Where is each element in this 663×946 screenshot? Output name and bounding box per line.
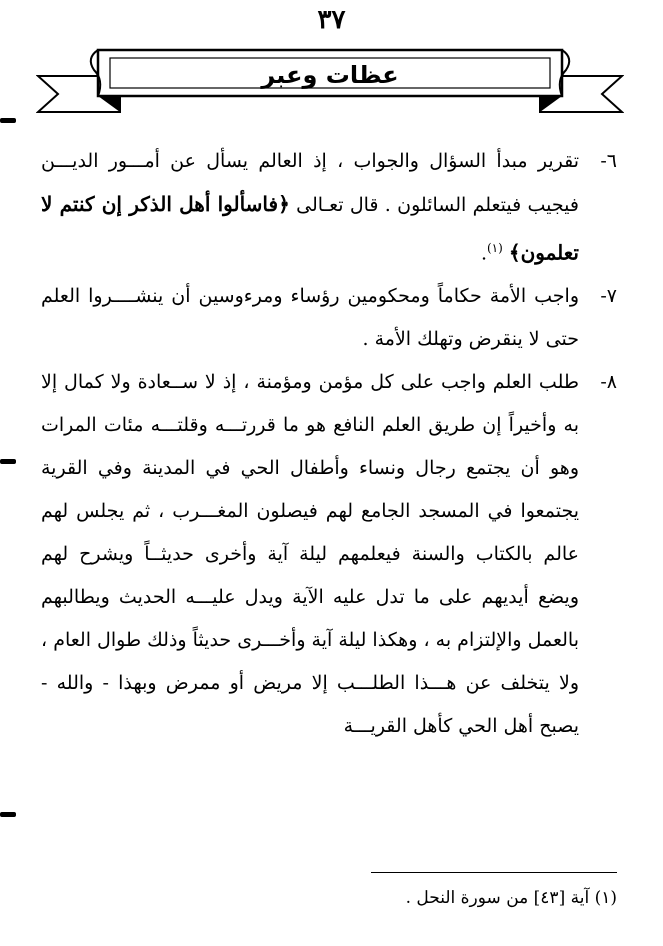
page-number: ٣٧	[317, 5, 346, 35]
item-text: واجب الأمة حكاماً ومحكومين رؤساء ومرءوسين أن ينشــــروا العلم حتى لا ينقرض وتهلك الأمة .	[41, 285, 579, 351]
footnote-ref: (١)	[486, 241, 503, 255]
margin-mark	[0, 812, 16, 817]
item-number: ٦-	[600, 150, 617, 172]
list-item	[41, 275, 617, 361]
margin-mark	[0, 459, 16, 464]
footnote-divider	[371, 872, 617, 873]
item-number: ٨-	[600, 371, 617, 394]
item-text: طلب العلم واجب على كل مؤمن ومؤمنة ، إذ لا ســعادة ولا كمال إلا به وأخيراً إن طريق العلم النافع هو ما قررتـــه وقلتـــه مئات المرات وهو أن يجتمع رجال ونساء وأطفال الحي في المدينة وفي القرية يجتمعوا في المسجد الجامع لهم فيصلون المغـــرب ، ثم يجلس لهم عالم بالكتاب والسنة فيعلمهم ليلة آية وأخرى حديثــاً ويشرح لهم ويضع أيديهم على ما تدل عليه الآية ويدل عليـــه الحديث ويطالبهم بالعمل والإلتزام به ، وهكذا ليلة آية وأخـــرى حديثاً وذلك طوال العام ، ولا يتخلف عن هـــذا الطلـــب إلا مريض أو ممرض وبهذا - والله - يصبح أهل الحي كأهل القريـــة	[41, 371, 579, 738]
list-item	[41, 140, 617, 275]
quran-verse: ﴿فاسألوا أهل الذكر إن كنتم لا تعلمون﴾	[41, 192, 579, 265]
footnote: (١) آية [٤٣] من سورة النحل .	[405, 888, 617, 908]
chapter-title: عظات وعبر	[261, 61, 399, 89]
item-number: ٧-	[600, 285, 617, 308]
item-text: تقرير مبدأ السؤال والجواب ، إذ العالم يسأل عن أمـــور الديـــن فيجيب فيتعلم السائلون . قال تعـالى ﴿فاسألوا أهل الذكر إن كنتم لا تعلمون﴾ $^{(١)}$.	[41, 150, 580, 265]
main-text	[41, 140, 617, 748]
chapter-banner	[36, 40, 624, 122]
list-item	[41, 361, 617, 748]
margin-mark	[0, 118, 16, 123]
